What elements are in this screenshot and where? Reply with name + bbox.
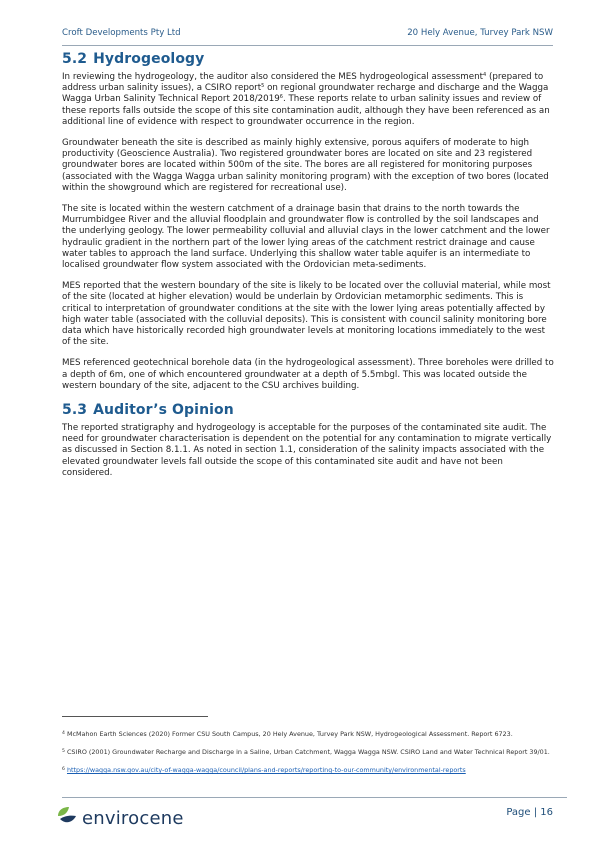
header-company: Croft Developments Pty Ltd [62, 28, 181, 38]
paragraph [62, 72, 554, 128]
footnote-ref: 6 [279, 94, 283, 101]
paragraph: Groundwater beneath the site is described as mainly highly extensive, porous aquifers of moderate to high productivity (Geoscience Australia). Two registered groundwater bores are located on site and 23 registered groundwater bores are located within 500m of the site. The bores are all registered for monitoring purposes (associated with the Wagga Wagga urban salinity monitoring program) with the exception of two bores (located within the showground which are registered for recreational use). [62, 138, 549, 193]
paragraph: MES referenced geotechnical borehole data (in the hydrogeological assessment). Three boreholes were drilled to a depth of 6m, one of which encountered groundwater at a depth of 5.5mbgl. This was located outside the western boundary of the site, adjacent to the CSU archives building. [62, 358, 554, 391]
header-address: 20 Hely Avenue, Turvey Park NSW [407, 28, 553, 38]
envirocene-logo [56, 806, 184, 830]
footnote-ref: 4 [483, 72, 487, 78]
footnote-4 [62, 729, 554, 739]
footnote-6 [62, 765, 554, 775]
leaf-logo-icon [56, 806, 78, 830]
paragraph: The reported stratigraphy and hydrogeology is acceptable for the purposes of the contaminated site audit. The need for groundwater characterisation is dependent on the potential for any contamination to migrate vertically as discussed in Section 8.1.1. As noted in section 1.1, consideration of the salinity impacts associated with the elevated groundwater levels fall outside the scope of this contaminated site audit and have not been considered. [62, 423, 552, 478]
page-body [62, 51, 554, 489]
paragraph-text: . These reports relate to urban salinity issues and review of these reports falls outside the scope of this site contamination audit, although they have been referenced as an additional line of evidence with respect to groundwater occurrence in the region. [62, 94, 550, 127]
section-number: 5.2 [62, 51, 88, 67]
footnote-text: CSIRO (2001) Groundwater Recharge and Discharge in a Saline, Urban Catchment, Wagga Wagga NSW. CSIRO Land and Water Technical Report 39/01. [64, 748, 550, 756]
header-divider [62, 45, 553, 46]
section-title: Hydrogeology [93, 51, 205, 67]
paragraph-text: (prepared to address urban salinity issues), a CSIRO report [62, 72, 544, 94]
section-heading-hydrogeology [62, 51, 554, 67]
logo-wordmark: envirocene [82, 807, 184, 829]
page-number: Page | 16 [506, 807, 553, 818]
section-heading-auditors-opinion [62, 402, 554, 418]
paragraph-text: In reviewing the hydrogeology, the auditor also considered the MES hydrogeological assessment [62, 72, 484, 82]
footnote-ref: 5 [261, 83, 265, 90]
paragraph: The site is located within the western catchment of a drainage basin that drains to the north towards the Murrumbidgee River and the alluvial floodplain and groundwater flow is controlled by the soil landscapes and the underlying geology. The lower permeability colluvial and alluvial clays in the lower catchment and the lower hydraulic gradient in the northern part of the lower lying areas of the catchment restrict drainage and cause water tables to approach the land surface. Underlying this shallow water table aquifer is an intermediate to localised groundwater flow system associated with the Ordovician meta-sediments. [62, 204, 550, 271]
footnote-divider [62, 716, 208, 717]
section-title: Auditor’s Opinion [93, 402, 234, 419]
footnotes [62, 729, 554, 783]
footnote-mark: 4 [62, 731, 65, 736]
footnote-5 [62, 747, 554, 757]
section-number: 5.3 [62, 402, 88, 419]
footnote-mark: 6 [62, 767, 65, 772]
paragraph-text: on regional groundwater recharge and discharge and the Wagga Wagga Urban Salinity Technical Report 2018/2019 [62, 83, 549, 105]
paragraph: MES reported that the western boundary of the site is likely to be located over the colluvial material, while most of the site (located at higher elevation) would be underlain by Ordovician metamorphic sediments. This is critical to interpretation of groundwater conditions at the site with the lower lying areas potentially affected by high water table (associated with the colluvial deposits). This is consistent with council salinity monitoring bore data which have historically recorded high groundwater levels at monitoring locations immediately to the west of the site. [62, 281, 551, 348]
footnote-mark: 5 [62, 749, 65, 754]
footer-divider [62, 797, 567, 798]
footnote-link[interactable]: https://wagga.nsw.gov.au/city-of-wagga-wagga/council/plans-and-reports/reporting-to-our-community/environmental-reports [66, 766, 466, 774]
footnote-text: McMahon Earth Sciences (2020) Former CSU South Campus, 20 Hely Avenue, Turvey Park NSW, Hydrogeological Assessment. Report 6723. [64, 730, 513, 738]
